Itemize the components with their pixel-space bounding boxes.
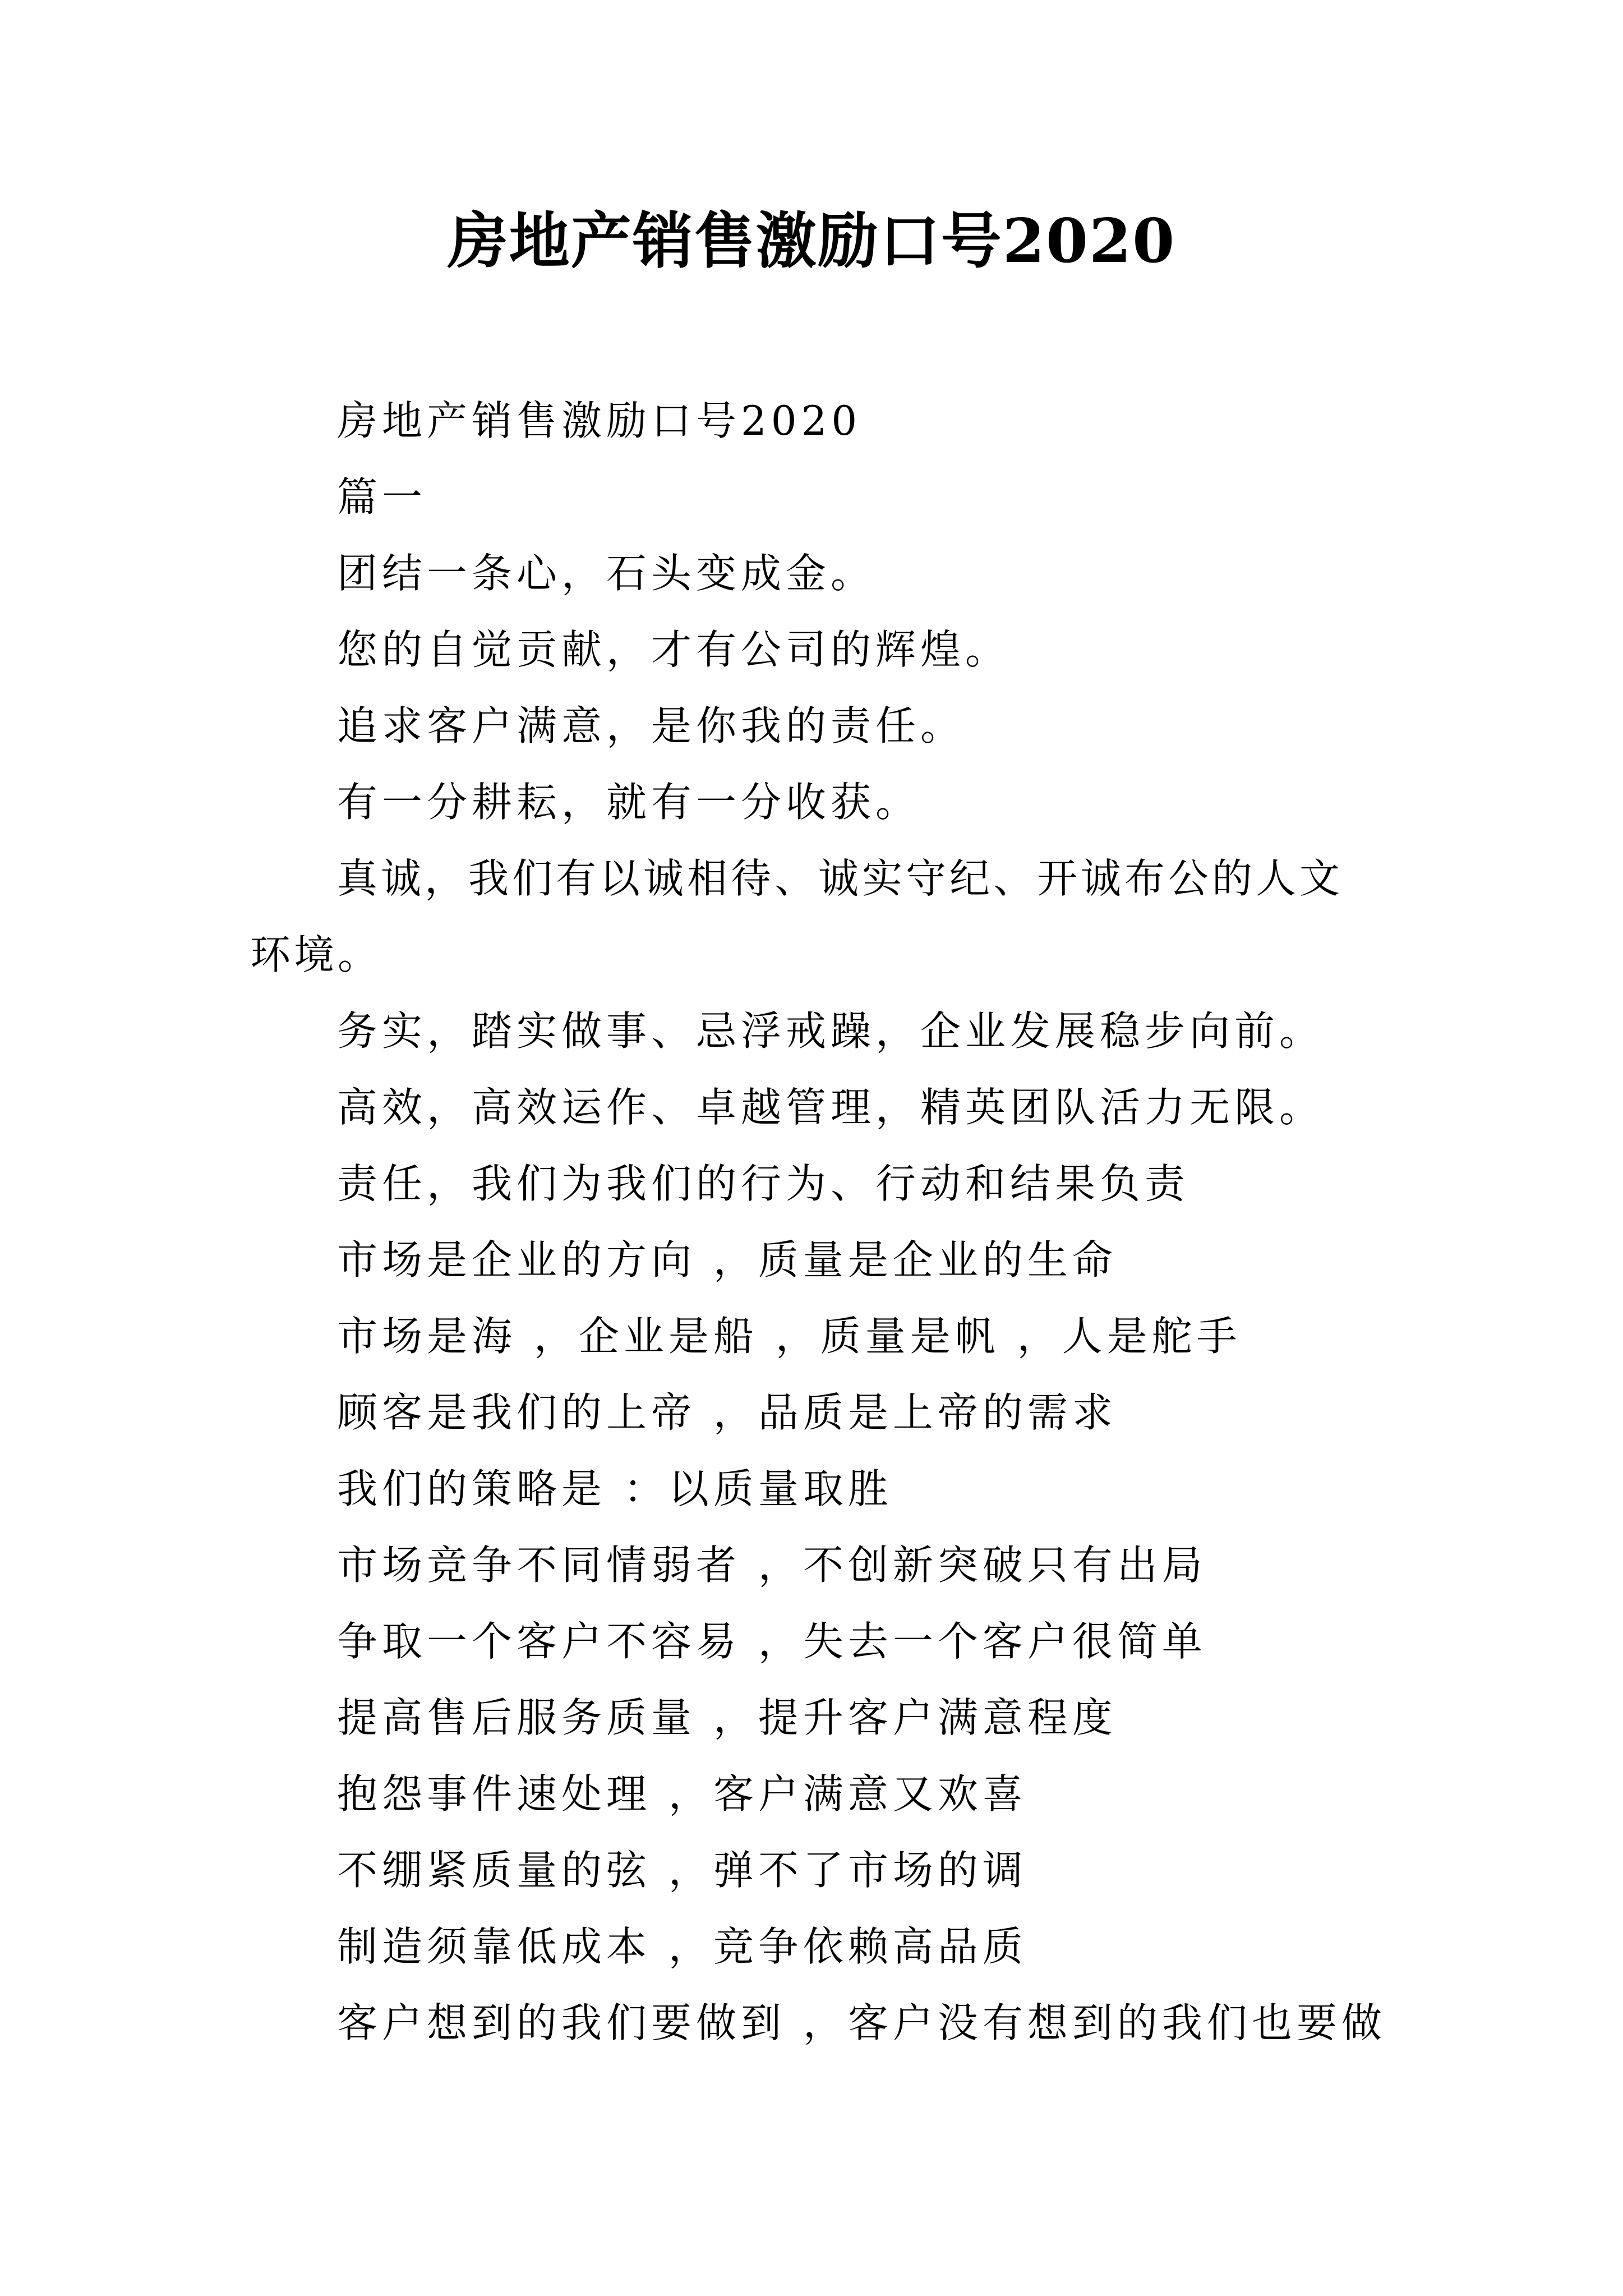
paragraph: 顾客是我们的上帝 ，品质是上帝的需求 — [337, 1389, 1117, 1436]
paragraph: 争取一个客户不容易 ，失去一个客户很简单 — [337, 1618, 1207, 1665]
paragraph: 追求客户满意，是你我的责任。 — [337, 702, 966, 749]
paragraph: 市场竞争不同情弱者 ，不创新突破只有出局 — [337, 1542, 1207, 1589]
paragraph: 市场是海 ，企业是船 ，质量是帆 ，人是舵手 — [337, 1313, 1242, 1360]
paragraph: 真诚，我们有以诚相待、诚实守纪、开诚布公的人文环境。 — [250, 855, 1344, 978]
paragraph: 市场是企业的方向 ，质量是企业的生命 — [337, 1236, 1117, 1283]
paragraph: 您的自觉贡献，才有公司的辉煌。 — [337, 626, 1011, 673]
paragraph: 抱怨事件速处理 ，客户满意又欢喜 — [337, 1770, 1027, 1818]
paragraph: 团结一条心，石头变成金。 — [337, 550, 876, 597]
paragraph: 房地产销售激励口号2020 — [337, 397, 862, 444]
paragraph: 高效，高效运作、卓越管理，精英团队活力无限。 — [337, 1084, 1325, 1131]
paragraph: 有一分耕耘，就有一分收获。 — [337, 779, 921, 826]
paragraph: 篇一 — [337, 473, 427, 521]
paragraph: 制造须靠低成本 ，竞争依赖高品质 — [337, 1923, 1027, 1970]
paragraph: 不绷紧质量的弦 ，弹不了市场的调 — [337, 1847, 1027, 1894]
paragraph: 我们的策略是 ：以质量取胜 — [337, 1465, 893, 1512]
paragraph: 责任，我们为我们的行为、行动和结果负责 — [337, 1160, 1190, 1207]
document-title: 房地产销售激励口号2020 — [447, 206, 1176, 277]
paragraph: 务实，踏实做事、忌浮戒躁，企业发展稳步向前。 — [337, 1007, 1325, 1055]
paragraph: 提高售后服务质量 ，提升客户满意程度 — [337, 1694, 1117, 1741]
document-body — [250, 383, 1386, 2061]
paragraph: 客户想到的我们要做到 ，客户没有想到的我们也要做 — [337, 1999, 1386, 2046]
